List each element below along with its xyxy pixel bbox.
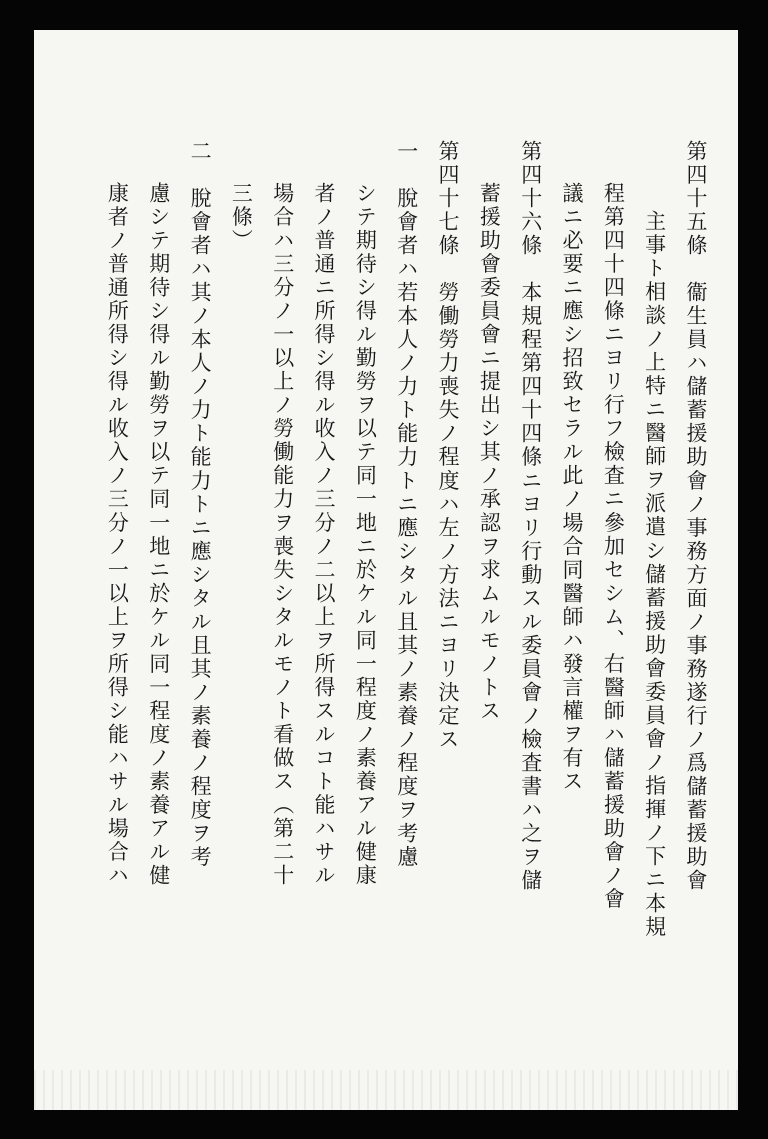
text-line-7: 第四十七條 勞働勞力喪失ノ程度ハ左ノ方法ニヨリ決定ス (436, 140, 461, 752)
text-line-3: 程第四十四條ニヨリ行フ檢査ニ參加セシム、右醫師ハ儲蓄援助會ノ會 (601, 182, 626, 912)
vertical-text-body (94, 140, 714, 1060)
text-line-13: 二 脫會者ハ其ノ本人ノ力ト能力トニ應シタル且其ノ素養ノ程度ヲ考 (188, 140, 213, 870)
text-line-5: 第四十六條 本規程第四十四條ニヨリ行動スル委員會ノ檢査書ハ之ヲ儲 (518, 140, 543, 893)
text-line-10: 者ノ普通ニ所得シ得ル收入ノ三分ノ二以上ヲ所得スルコト能ハサル (312, 182, 337, 888)
text-line-4: 議ニ必要ニ應シ招致セラル此ノ場合同醫師ハ發言權ヲ有ス (560, 182, 585, 794)
text-line-1: 第四十五條 衞生員ハ儲蓄援助會ノ事務方面ノ事務遂行ノ爲儲蓄援助會 (684, 140, 708, 893)
scanned-page (34, 30, 738, 1110)
text-line-11: 場合ハ三分ノ一以上ノ勞働能力ヲ喪失シタルモノト看做ス（第二十 (270, 182, 295, 888)
text-line-12: 三條） (229, 182, 254, 253)
text-line-14: 慮シテ期待シ得ル勤勞ヲ以テ同一地ニ於ケル同一程度ノ素養アル健 (146, 182, 171, 888)
scan-noise (34, 1070, 738, 1110)
text-line-15: 康者ノ普通所得シ得ル收入ノ三分ノ一以上ヲ所得シ能ハサル場合ハ (105, 182, 130, 888)
text-line-9: シテ期待シ得ル勤勞ヲ以テ同一地ニ於ケル同一程度ノ素養アル健康 (353, 182, 378, 888)
text-line-8: 一 脫會者ハ若本人ノ力ト能力トニ應シタル且其ノ素養ノ程度ヲ考慮 (394, 140, 419, 870)
text-line-2: 主事ト相談ノ上特ニ醫師ヲ派遣シ儲蓄援助會委員會ノ指揮ノ下ニ本規 (642, 210, 667, 940)
text-line-6: 蓄援助會委員會ニ提出シ其ノ承認ヲ求ムルモノトス (477, 182, 502, 723)
